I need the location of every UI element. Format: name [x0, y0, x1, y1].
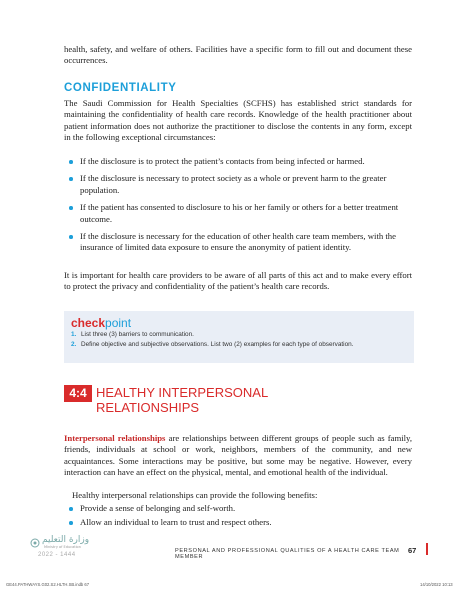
print-slug-right: 14/10/2022 10:13 [420, 582, 453, 587]
checkpoint-item [71, 331, 406, 340]
bullet-text: Allow an individual to learn to trust and respect others. [80, 517, 272, 528]
checkpoint-item [71, 341, 406, 350]
bullet-icon [69, 235, 73, 239]
checkpoint-title-rest: point [105, 316, 132, 330]
confidentiality-bullet-list [64, 156, 412, 260]
list-item [64, 517, 412, 528]
checkpoint-item-number: 1. [71, 331, 77, 338]
confidentiality-closing: It is important for health care providers to be aware of all parts of this act and to make every effort to protect the privacy and confidentiality of the patient’s health care records. [64, 270, 412, 292]
list-item [64, 503, 412, 514]
interpersonal-paragraph-text: are relationships between different groups of people such as family, friends, individuals at school or work, neighbors, members of the community, and new acquaintances. Some interactions may be positive, but some may be negative. However, every interaction can have an effect on the physical, mental, and emotional health of the individual. [64, 433, 412, 478]
ministry-mark-icon [30, 538, 40, 548]
confidentiality-heading: CONFIDENTIALITY [64, 82, 177, 94]
print-slug-left: GE44.PATHWAYS.G02.S2.HLTH.SB.indb 67 [6, 582, 90, 587]
key-term: Interpersonal relationships [64, 433, 166, 443]
section-title: HEALTHY INTERPERSONAL RELATIONSHIPS [96, 385, 268, 415]
checkpoint-item-text: List three (3) barriers to communication. [81, 331, 194, 338]
intro-paragraph: health, safety, and welfare of others. Facilities have a specific form to fill out and document these occurrences. [64, 44, 412, 66]
checkpoint-box [64, 311, 414, 363]
checkpoint-item-text: Define objective and subjective observations. List two (2) examples for each type of observation. [81, 341, 354, 348]
bullet-text: If the disclosure is necessary to protect society as a whole or prevent harm to the greater population. [80, 173, 387, 195]
interpersonal-paragraph [64, 433, 412, 479]
ministry-logo-subtitle: Ministry of Education [44, 545, 81, 549]
bullet-text: Provide a sense of belonging and self-worth. [80, 503, 236, 513]
list-item [64, 173, 412, 196]
confidentiality-intro: The Saudi Commission for Health Specialties (SCFHS) has established strict standards for maintaining the confidentiality of health care records. Knowledge of the health practitioner about patient information does not authorize the practitioner to disclose the contents in any form, except in the following exceptional circumstances: [64, 98, 412, 143]
bullet-icon [69, 507, 73, 511]
list-item [64, 202, 412, 225]
benefits-intro: Healthy interpersonal relationships can provide the following benefits: [72, 490, 318, 500]
checkpoint-item-number: 2. [71, 341, 77, 348]
bullet-text: If the disclosure is necessary for the education of other health care team members, with the insurance of limited data exposure to ensure the anonymity of patient identity. [80, 231, 397, 253]
benefits-list [64, 503, 412, 535]
bullet-icon [69, 206, 73, 210]
bullet-icon [69, 177, 73, 181]
checkpoint-title [71, 316, 131, 330]
running-footer-title: PERSONAL AND PROFESSIONAL QUALITIES OF A HEALTH CARE TEAM MEMBER [175, 548, 400, 560]
bullet-icon [69, 160, 73, 164]
bullet-text: If the disclosure is to protect the patient’s contacts from being infected or harmed. [80, 156, 365, 166]
section-number-badge: 4:4 [64, 385, 92, 402]
ministry-logo [30, 535, 100, 565]
bullet-text: If the patient has consented to disclosure to his or her family or others for a better treatment outcome. [80, 202, 399, 224]
list-item [64, 231, 412, 254]
page-number: 67 [408, 546, 417, 555]
bullet-icon [69, 521, 73, 525]
footer-divider [426, 543, 428, 555]
ministry-logo-arabic: وزارة التعليم [42, 535, 90, 545]
list-item [64, 156, 412, 167]
ministry-logo-year: 2022 - 1444 [38, 552, 76, 558]
checkpoint-title-bold: check [71, 316, 106, 330]
